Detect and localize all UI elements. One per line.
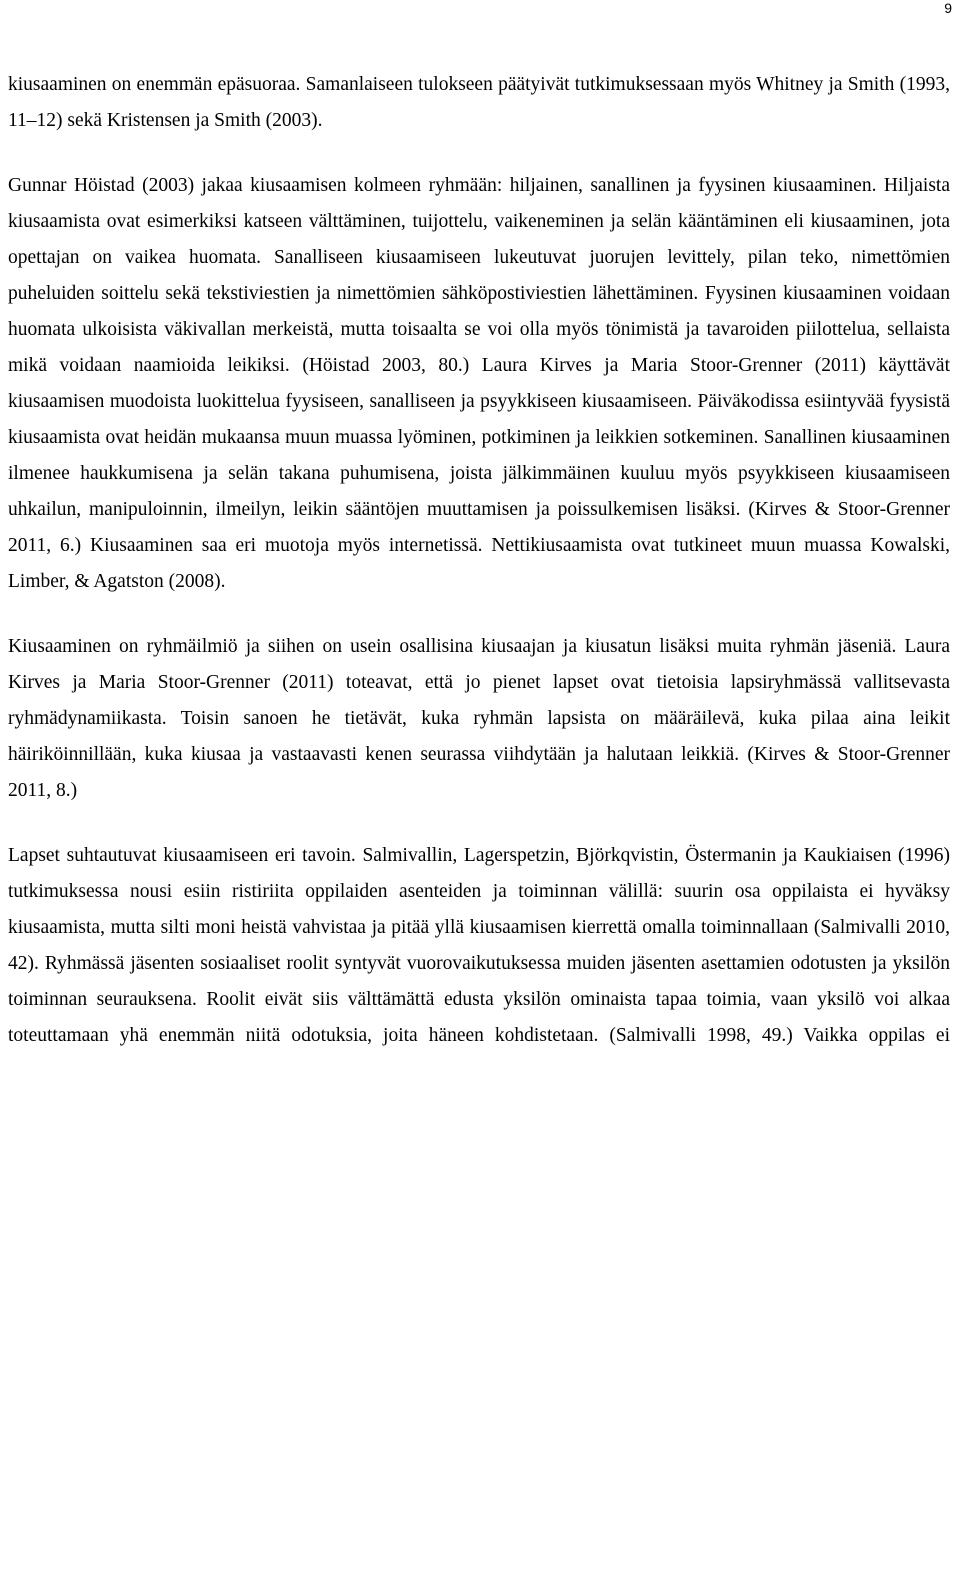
paragraph-3: Kiusaaminen on ryhmäilmiö ja siihen on usein osallisina kiusaajan ja kiusatun lisäksi muita ryhmän jäseniä. Laura Kirves ja Maria Stoor-Grenner (2011) toteavat, että jo pienet lapset ovat tietoisia lapsiryhmässä vallitsevasta ryhmädynamiikasta. Toisin sanoen he tietävät, kuka ryhmän lapsista on määräilevä, kuka pilaa aina leikit häiriköinnillään, kuka kiusaa ja vastaavasti kenen seurassa viihdytään ja halutaan leikkiä. (Kirves & Stoor-Grenner 2011, 8.) xyxy=(8,636,950,801)
paragraph-1: kiusaaminen on enemmän epäsuoraa. Samanlaiseen tulokseen päätyivät tutkimuksessaan myös Whitney ja Smith (1993, 11–12) sekä Kristensen ja Smith (2003). xyxy=(8,74,950,131)
paragraph-4: Lapset suhtautuvat kiusaamiseen eri tavoin. Salmivallin, Lagerspetzin, Björkqvistin, Östermanin ja Kaukiaisen (1996) tutkimuksessa nousi esiin ristiriita oppilaiden asenteiden ja toiminnan välillä: suurin osa oppilaista ei hyväksy kiusaamista, mutta silti moni heistä vahvistaa ja pitää yllä kiusaamisen kierrettä omalla toiminnallaan (Salmivalli 2010, 42). Ryhmässä jäsenten sosiaaliset roolit syntyvät vuorovaikutuksessa muiden jäsenten asettamien odotusten ja yksilön toiminnan seurauksena. Roolit eivät siis välttämättä edusta yksilön ominaista tapaa toimia, vaan yksilö voi alkaa toteuttamaan yhä enemmän niitä odotuksia, joita häneen kohdistetaan. (Salmivalli 1998, 49.) Vaikka oppilas ei xyxy=(8,845,950,1046)
document-body xyxy=(8,67,950,1054)
page-number: 9 xyxy=(944,0,952,16)
paragraph-2: Gunnar Höistad (2003) jakaa kiusaamisen kolmeen ryhmään: hiljainen, sanallinen ja fyysinen kiusaaminen. Hiljaista kiusaamista ovat esimerkiksi katseen välttäminen, tuijottelu, vaikeneminen ja selän kääntäminen eli kiusaaminen, jota opettajan on vaikea huomata. Sanalliseen kiusaamiseen lukeutuvat juorujen levittely, pilan teko, nimettömien puheluiden soittelu sekä tekstiviestien ja nimettömien sähköpostiviestien lähettäminen. Fyysinen kiusaaminen voidaan huomata ulkoisista väkivallan merkeistä, mutta toisaalta se voi olla myös tönimistä ja tavaroiden piilottelua, sellaista mikä voidaan naamioida leikiksi. (Höistad 2003, 80.) Laura Kirves ja Maria Stoor-Grenner (2011) käyttävät kiusaamisen muodoista luokittelua fyysiseen, sanalliseen ja psyykkiseen kiusaamiseen. Päiväkodissa esiintyvää fyysistä kiusaamista ovat heidän mukaansa muun muassa lyöminen, potkiminen ja leikkien sotkeminen. Sanallinen kiusaaminen ilmenee haukkumisena ja selän takana puhumisena, joista jälkimmäinen kuuluu myös psyykkiseen kiusaamiseen uhkailun, manipuloinnin, ilmeilyn, leikin sääntöjen muuttamisen ja poissulkemisen lisäksi. (Kirves & Stoor-Grenner 2011, 6.) Kiusaaminen saa eri muotoja myös internetissä. Nettikiusaamista ovat tutkineet muun muassa Kowalski, Limber, & Agatston (2008). xyxy=(8,175,950,592)
